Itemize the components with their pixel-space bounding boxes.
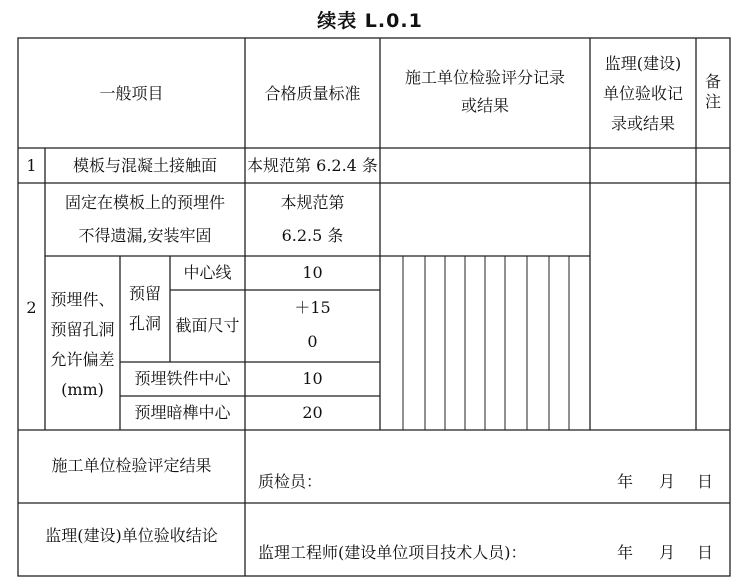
- header-standard: 合格质量标准: [264, 84, 361, 103]
- header-supervision-1: 监理(建设): [604, 54, 682, 73]
- embedded-iron-value: 10: [302, 369, 323, 388]
- deviation-label-4: (mm): [61, 380, 104, 399]
- month-label-2: 月: [659, 543, 676, 562]
- center-line-label: 中心线: [183, 263, 232, 282]
- row1-standard: 本规范第 6.2.4 条: [247, 156, 378, 175]
- header-supervision-2: 单位验收记: [602, 84, 683, 103]
- section-size-label: 截面尺寸: [175, 316, 240, 335]
- row1-number: 1: [26, 156, 37, 175]
- header-construction-record-1: 施工单位检验评分记录: [404, 68, 565, 87]
- inspector-label: 质检员：: [258, 472, 323, 491]
- deviation-label-2: 预留孔洞: [50, 320, 115, 339]
- header-remark-1: 备: [704, 72, 721, 91]
- engineer-label: 监理工程师(建设单位项目技术人员)：: [258, 543, 527, 562]
- row1-item: 模板与混凝土接触面: [72, 156, 217, 175]
- header-construction-record-2: 或结果: [460, 96, 509, 115]
- table-title: 续表 L.0.1: [317, 10, 423, 32]
- supervision-conclusion-label: 监理(建设)单位验收结论: [45, 526, 218, 545]
- row2-item-line1: 固定在模板上的预埋件: [64, 193, 225, 212]
- center-line-value: 10: [302, 263, 323, 282]
- reserved-hole-label-1: 预留: [128, 284, 161, 303]
- hidden-tenon-value: 20: [302, 403, 323, 422]
- embedded-iron-label: 预埋铁件中心: [134, 369, 231, 388]
- row2-item-line2: 不得遗漏,安装牢固: [78, 226, 212, 245]
- deviation-label-1: 预埋件、: [50, 290, 115, 309]
- day-label-2: 日: [697, 543, 714, 562]
- header-remark-2: 注: [704, 92, 721, 111]
- row2-standard-line1: 本规范第: [280, 193, 345, 212]
- year-label-2: 年: [617, 543, 634, 562]
- header-general-items: 一般项目: [99, 84, 164, 103]
- day-label-1: 日: [697, 472, 714, 491]
- deviation-label-3: 允许偏差: [50, 350, 115, 369]
- year-label-1: 年: [617, 472, 634, 491]
- hidden-tenon-label: 预埋暗榫中心: [134, 403, 231, 422]
- section-size-lower: 0: [307, 332, 318, 351]
- month-label-1: 月: [659, 472, 676, 491]
- header-supervision-3: 录或结果: [610, 114, 675, 133]
- row2-number: 2: [26, 298, 37, 317]
- section-size-upper: ＋15: [294, 298, 331, 317]
- construction-result-label: 施工单位检验评定结果: [51, 456, 212, 475]
- reserved-hole-label-2: 孔洞: [128, 314, 161, 333]
- row2-standard-line2: 6.2.5 条: [281, 226, 344, 245]
